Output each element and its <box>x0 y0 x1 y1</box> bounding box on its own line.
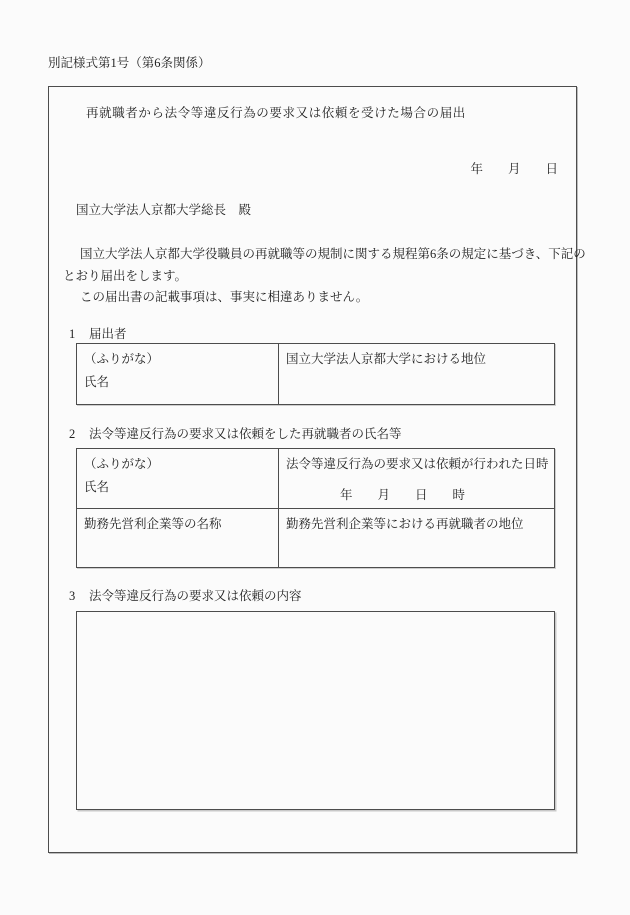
violation-datetime-cell <box>279 449 554 508</box>
reporter-furigana-label: （ふりがな） <box>84 352 160 366</box>
company-name-cell <box>77 509 279 568</box>
form-border-box <box>48 86 586 853</box>
document-title: 再就職者から法令等違反行為の要求又は依頼を受けた場合の届出 <box>86 106 466 120</box>
section-2-heading <box>69 424 402 442</box>
form-number-label: 別記様式第1号（第6条関係） <box>48 56 211 70</box>
violator-table-row-1 <box>77 449 554 509</box>
section-2-number: 2 <box>69 427 76 441</box>
section-3-title: 法令等違反行為の要求又は依頼の内容 <box>89 589 302 603</box>
section-1-title: 届出者 <box>89 327 127 341</box>
violation-datetime-label: 法令等違反行為の要求又は依頼が行われた日時 <box>286 457 549 471</box>
violation-datetime-units: 年 月 日 時 <box>339 487 465 502</box>
addressee-line: 国立大学法人京都大学総長 殿 <box>76 203 252 217</box>
body-line-3: この届出書の記載事項は、事実に相違ありません。 <box>80 290 369 304</box>
date-line: 年 月 日 <box>470 162 558 176</box>
violator-name-cell <box>77 449 279 508</box>
company-position-label: 勤務先営利企業等における再就職者の地位 <box>286 516 524 531</box>
reporter-position-cell <box>279 344 554 404</box>
reporter-name-cell <box>77 344 279 404</box>
reporter-table <box>76 343 555 405</box>
violator-table-row-2 <box>77 509 554 568</box>
section-1-heading <box>69 324 127 342</box>
section-3-heading <box>69 586 302 604</box>
reporter-position-label: 国立大学法人京都大学における地位 <box>286 352 487 366</box>
violator-name-label: 氏名 <box>84 480 110 494</box>
company-position-cell <box>279 509 554 568</box>
body-line-2: とおり届出をします。 <box>63 268 188 283</box>
body-line-1: 国立大学法人京都大学役職員の再就職等の規制に関する規程第6条の規定に基づき、下記の <box>80 247 586 261</box>
company-name-label: 勤務先営利企業等の名称 <box>84 516 222 531</box>
violator-furigana-label: （ふりがな） <box>84 457 160 471</box>
section-2-title: 法令等違反行為の要求又は依頼をした再就職者の氏名等 <box>89 427 402 441</box>
body-text <box>63 244 586 309</box>
violator-table <box>76 448 555 568</box>
violation-content-box <box>76 611 555 810</box>
section-3-number: 3 <box>69 589 76 603</box>
section-1-number: 1 <box>69 327 76 341</box>
reporter-name-label: 氏名 <box>84 375 110 389</box>
